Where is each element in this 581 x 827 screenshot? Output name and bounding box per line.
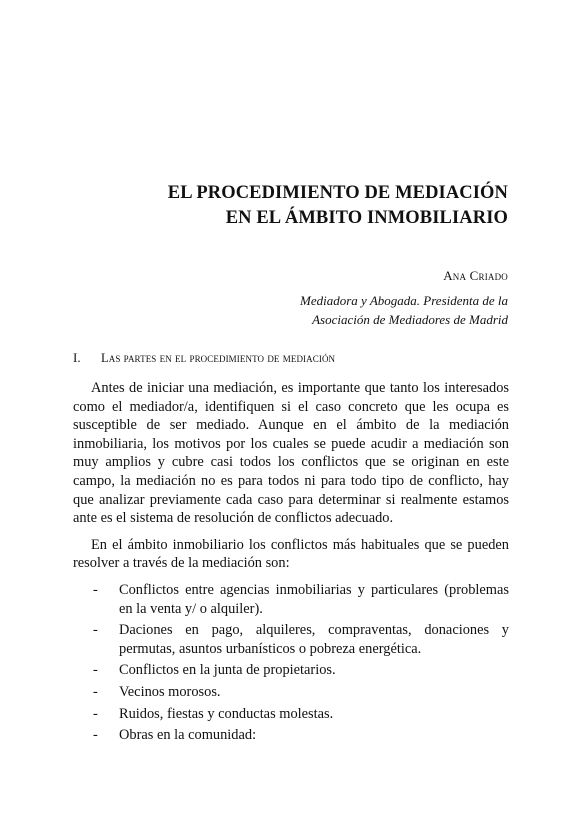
chapter-title-line-2: EN EL ÁMBITO INMOBILIARIO [225,208,508,228]
list-item [73,705,509,724]
affiliation-line-1: Mediadora y Abogada. Presidenta de la [300,293,508,308]
list-item [73,661,509,680]
conflict-list [73,581,509,745]
chapter-title-line-1: EL PROCEDIMIENTO DE MEDIACIÓN [167,183,508,203]
list-dash: - [93,705,98,722]
list-item-text: Obras en la comunidad: [119,727,257,744]
chapter-title [80,181,508,231]
list-item [73,726,509,745]
list-item-text: Ruidos, fiestas y conductas molestas. [119,705,334,722]
section-number: I. [73,350,81,365]
list-dash: - [93,662,98,679]
section-heading [73,350,509,366]
list-dash: - [93,622,98,639]
list-item [73,581,509,618]
author-affiliation [208,291,508,329]
author-name: Ana Criado [443,268,508,283]
body-text [73,379,509,748]
list-dash: - [93,683,98,700]
section-title: Las partes en el procedimiento de mediación [101,351,336,365]
list-item [73,621,509,658]
affiliation-line-2: Asociación de Mediadores de Madrid [312,312,508,327]
list-item-text: Vecinos morosos. [119,683,221,700]
paragraph: En el ámbito inmobiliario los conflictos más habituales que se pueden resolver a través de la mediación son: [73,536,509,572]
list-item [73,683,509,702]
list-dash: - [93,581,98,598]
paragraph: Antes de iniciar una mediación, es importante que tanto los interesados como el mediador/a, identifiquen si el caso concreto que les ocupa es susceptible de ser mediado. Aunque en el ámbito de la mediación inmobiliaria, los motivos por los cuales se puede acudir a mediación son muy amplios y cubre casi todos los conflictos que se originan en este campo, la mediación no es para todos ni para todo tipo de conflicto, hay que analizar previamente cada caso para determinar si realmente estamos ante es el sistema de resolución de conflictos adecuado. [73,380,509,527]
list-dash: - [93,727,98,744]
list-item-text: Daciones en pago, alquileres, compraventas, donaciones y permutas, asuntos urbanísticos o pobreza energética. [119,622,509,657]
list-item-text: Conflictos en la junta de propietarios. [119,662,336,679]
list-item-text: Conflictos entre agencias inmobiliarias y particulares (problemas en la venta y/ o alquiler). [119,581,509,617]
